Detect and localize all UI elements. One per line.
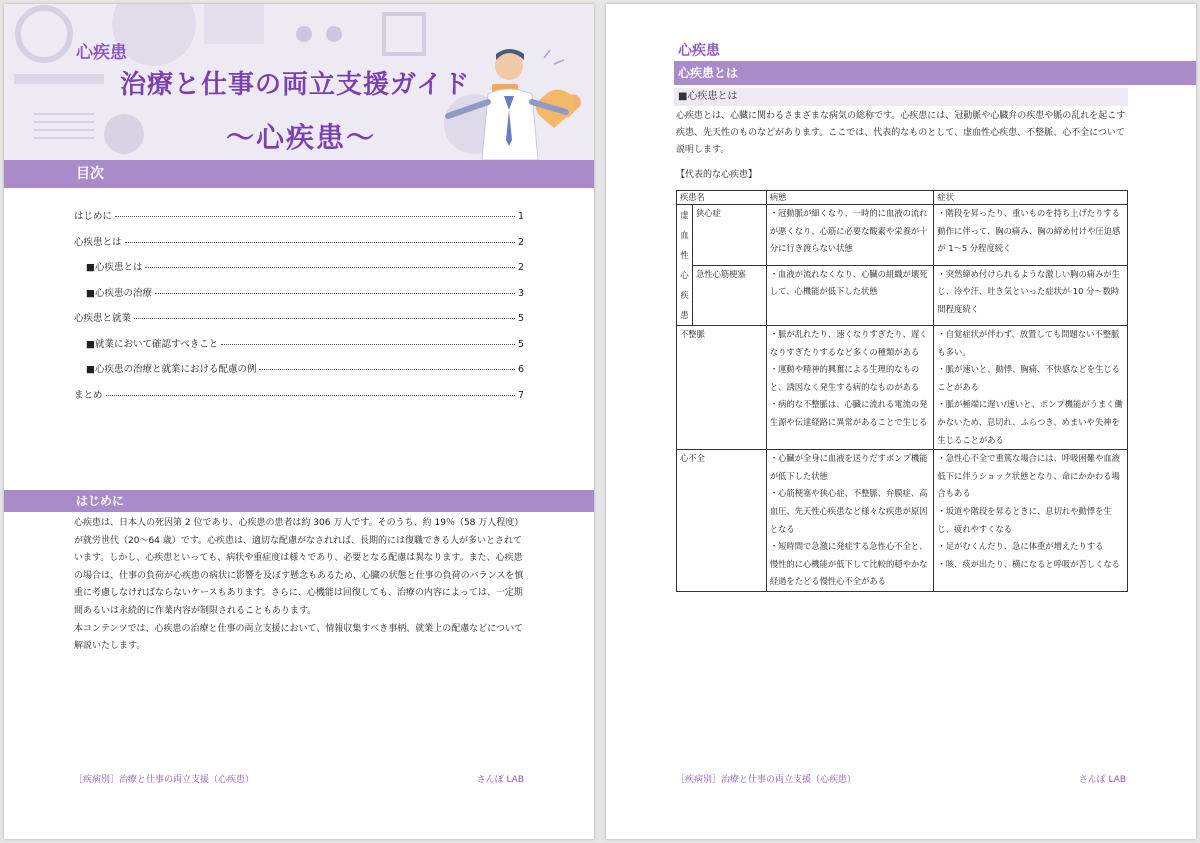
group-label-char: 患 — [680, 310, 689, 320]
toc-entry-page: 2 — [517, 236, 524, 248]
footer-doc-title: ［疾病別］治療と仕事の両立支援（心疾患） — [74, 775, 255, 785]
toc-entry-label: ■心疾患の治療と就業における配慮の例 — [86, 364, 257, 375]
disease-name-cell: 急性心筋梗塞 — [692, 265, 766, 326]
symptom-item: ・急性心不全で重篤な場合には、呼吸困難や血液低下に伴うショック状態となり、命にかかわる場合もある — [937, 453, 1120, 499]
group-label-char: 疾 — [680, 290, 689, 300]
toc-entry-label: はじめに — [74, 211, 113, 222]
pathology-item: ・脈が乱れたり、速くなりすぎたり、遅くなりすぎたりするなど多くの種類がある — [769, 329, 928, 357]
section-body — [676, 108, 1128, 159]
pathology-cell: ・血液が流れなくなり、心臓の組織が壊死して、心機能が低下した状態 — [766, 265, 934, 326]
symptom-item: ・足がむくんだり、急に体重が増えたりする — [937, 541, 1104, 552]
pathology-cell — [766, 326, 934, 450]
table-row — [677, 205, 1128, 266]
toc-entry[interactable] — [74, 208, 524, 234]
toc-entry-label: まとめ — [74, 389, 103, 401]
pathology-cell: ・冠動脈が細くなり、一時的に血液の流れが悪くなり、心筋に必要な酸素や栄養が十分に行き渡らない状態 — [766, 205, 934, 266]
toc-leader-dots — [155, 293, 515, 294]
table-caption: 【代表的な心疾患】 — [676, 170, 758, 180]
toc-entry-label: ■就業において確認すべきこと — [86, 338, 219, 350]
table-row — [677, 450, 1128, 592]
symptoms-cell — [934, 326, 1128, 450]
disease-name-cell: 心不全 — [677, 450, 767, 592]
intro-body — [74, 515, 526, 656]
intro-paragraph: 本コンテンツでは、心疾患の治療と仕事の両立支援において、情報収集すべき事柄、就業上の配慮などについて解説いたします。 — [74, 623, 524, 652]
symptom-item: ・脈が極端に遅い/速いと、ポンプ機能がうまく働かないため、息切れ、ふらつき、めまいや失神を生じることがある — [937, 399, 1123, 445]
table-header-cell: 疾患名 — [677, 191, 767, 205]
symptom-item: ・咳、痰が出たり、横になると呼吸が苦しくなる — [937, 558, 1120, 569]
toc-entry[interactable] — [74, 361, 524, 387]
disease-name-cell: 狭心症 — [692, 205, 766, 266]
group-label-char: 虚 — [680, 210, 689, 220]
symptoms-cell: ・階段を昇ったり、重いものを持ち上げたりする動作に伴って、胸の痛み、胸の締め付けや圧迫感が 1～5 分程度続く — [934, 205, 1128, 266]
section-heading: 心疾患とは — [674, 61, 1196, 85]
pathology-item: ・心筋梗塞や狭心症、不整脈、弁膜症、高血圧、先天性心疾患など様々な疾患が原因となる — [769, 488, 928, 534]
document-subtitle: ～心疾患～ — [226, 121, 377, 154]
toc-leader-dots — [115, 216, 515, 217]
toc-leader-dots — [134, 318, 515, 319]
intro-heading: はじめに — [4, 490, 594, 512]
table-row — [677, 265, 1128, 326]
table-header-cell: 症状 — [934, 191, 1128, 205]
table-header-cell: 病態 — [766, 191, 934, 205]
symptom-item: ・坂道や階段を昇るときに、息切れや動悸を生じ、疲れやすくなる — [937, 505, 1112, 534]
toc-entry-page: 5 — [517, 313, 524, 324]
toc-entry-page: 6 — [517, 364, 524, 375]
body-paragraph: 心疾患とは、心臓に関わるさまざまな病気の総称です。心疾患には、冠動脈や心臓弁の疾患や脈の乱れを起こす疾患、先天性のものなどがあります。ここでは、代表的なものとして、虚血性心疾患、不整脈、心不全について説明します。 — [676, 111, 1126, 155]
pathology-cell — [766, 450, 934, 592]
group-label-char: 心 — [680, 270, 689, 280]
toc-entry-label: ■心疾患の治療 — [86, 287, 152, 299]
table-group-label — [677, 205, 693, 326]
disease-name-cell: 不整脈 — [677, 326, 767, 450]
toc-heading: 目次 — [4, 160, 594, 188]
toc-entry[interactable] — [74, 259, 524, 285]
toc-entry[interactable] — [74, 387, 524, 413]
pathology-item: ・短時間で急激に発症する急性心不全と、慢性的に心機能が低下して比較的穏やかな経過をたどる慢性心不全がある — [769, 541, 928, 587]
toc-leader-dots — [145, 267, 514, 268]
document-title: 治療と仕事の両立支援ガイド — [120, 70, 471, 100]
table-of-contents — [74, 208, 524, 412]
subsection-heading: ■心疾患とは — [674, 88, 1128, 106]
group-label-char: 性 — [680, 250, 689, 260]
toc-entry[interactable] — [74, 336, 524, 362]
toc-entry-page: 1 — [517, 211, 524, 222]
page-category: 心疾患 — [678, 43, 720, 59]
toc-entry[interactable] — [74, 234, 524, 260]
footer-brand: さんぽ LAB — [476, 775, 524, 785]
toc-leader-dots — [125, 242, 515, 243]
cover-banner — [4, 4, 594, 160]
symptoms-cell: ・突然締め付けられるような激しい胸の痛みが生じ、冷や汗、吐き気といった症状が 10 分～数時間程度続く — [934, 265, 1128, 326]
page-1 — [4, 4, 594, 839]
table-row — [677, 326, 1128, 450]
toc-entry-label: ■心疾患とは — [86, 262, 143, 273]
toc-entry-page: 7 — [517, 389, 524, 401]
symptom-item: ・自覚症状が伴わず、放置しても問題ない不整脈も多い。 — [937, 329, 1120, 357]
page-2 — [606, 4, 1196, 839]
toc-entry[interactable] — [74, 285, 524, 311]
table-header-row — [677, 191, 1128, 205]
pathology-item: ・運動や精神的興奮による生理的なものと、誘因なく発生する病的なものがある — [769, 364, 920, 392]
banner-category: 心疾患 — [76, 43, 127, 63]
intro-paragraph: 心疾患は、日本人の死因第 2 位であり、心疾患の患者は約 306 万人です。そのうち、約 19％（58 万人程度）が就労世代（20～64 歳）です。心疾患は、適切な配慮がなされれば、長期的には復職できる人が多いとされています。しかし、心疾患といっても、病状や重症度は様々であり、必要となる配慮は異なります。また、心疾患の場合は、仕事の負荷が心疾患の病状に影響を及ぼす懸念もあるため、心臓の状態と仕事の負荷のバランスを慎重に考慮しなければならないケースもあります。さらに、心機能は回復しても、治療の内容によっては、一定期間あるいは永続的に作業内容が制限されることもあります。 — [74, 518, 524, 616]
toc-leader-dots — [259, 369, 514, 370]
toc-leader-dots — [106, 395, 515, 396]
toc-entry[interactable] — [74, 310, 524, 336]
pathology-item: ・心臓が全身に血液を送りだすポンプ機能が低下した状態 — [769, 453, 928, 481]
toc-entry-label: 心疾患と就業 — [74, 313, 132, 324]
pathology-item: ・病的な不整脈は、心臓に流れる電流の発生源や伝達経路に異常があることで生じる — [769, 399, 928, 427]
toc-entry-label: 心疾患とは — [74, 236, 122, 248]
toc-entry-page: 3 — [517, 287, 524, 299]
footer-doc-title: ［疾病別］治療と仕事の両立支援（心疾患） — [676, 775, 857, 785]
toc-entry-page: 5 — [517, 338, 524, 350]
group-label-char: 血 — [680, 230, 689, 240]
disease-table — [676, 190, 1128, 592]
toc-entry-page: 2 — [517, 262, 524, 273]
toc-leader-dots — [221, 344, 515, 345]
footer-brand: さんぽ LAB — [1078, 775, 1126, 785]
symptom-item: ・脈が速いと、動悸、胸痛、不快感などを生じることがある — [937, 364, 1120, 392]
symptoms-cell — [934, 450, 1128, 592]
